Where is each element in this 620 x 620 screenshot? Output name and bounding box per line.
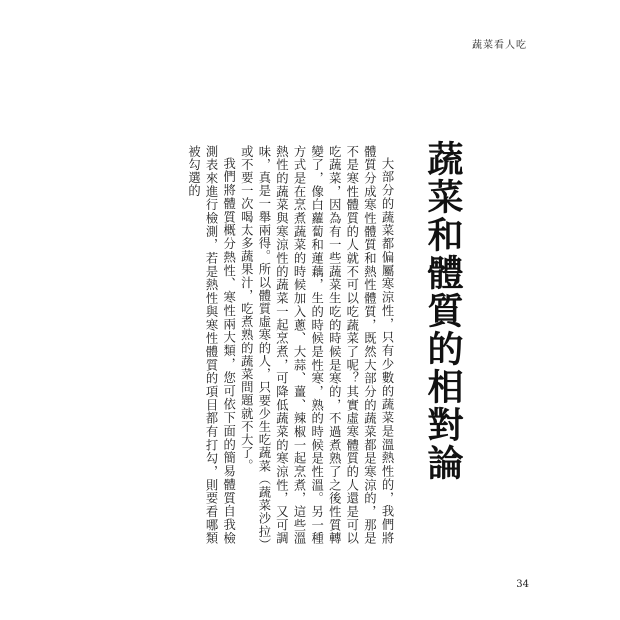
page-number: 34 (516, 579, 529, 590)
running-header: 蔬菜看人吃 (472, 40, 527, 51)
chapter-title: 蔬菜和體質的相對論 (422, 140, 464, 482)
body-text (160, 145, 395, 545)
paragraph: 大部分的蔬菜都偏屬寒涼性，只有少數的蔬菜是溫熱性的，我們將體質分成寒性體質和熱性體質，既然大部分的蔬菜都是寒涼的，那是不是寒性體質的人就不可以吃蔬菜了呢？其實虛寒體質的人還是可以吃蔬菜，因為有一些蔬菜生吃的時候是寒的，不過煮熟了之後性質轉變了，像白蘿蔔和蓮藕，生的時候是性寒，熟的時候是性溫。另一種方式是在烹煮蔬菜的時候加入蔥、大蒜、薑、辣椒一起烹煮，這些溫熱性的蔬菜與寒涼性的蔬菜一起烹煮，可降低蔬菜的寒涼性，又可調味，真是一舉兩得。所以體質虛寒的人，只要少生吃蔬菜（蔬菜沙拉）或不要一次喝太多蔬果汁，吃煮熟的蔬菜問題就不大了。 (239, 145, 394, 545)
paragraph: 我們將體質概分熱性、寒性兩大類，您可依下面的簡易體質自我檢測表來進行檢測，若是熱性與寒性體質的項目都有打勾，則要看哪類被勾選的 (186, 145, 236, 545)
